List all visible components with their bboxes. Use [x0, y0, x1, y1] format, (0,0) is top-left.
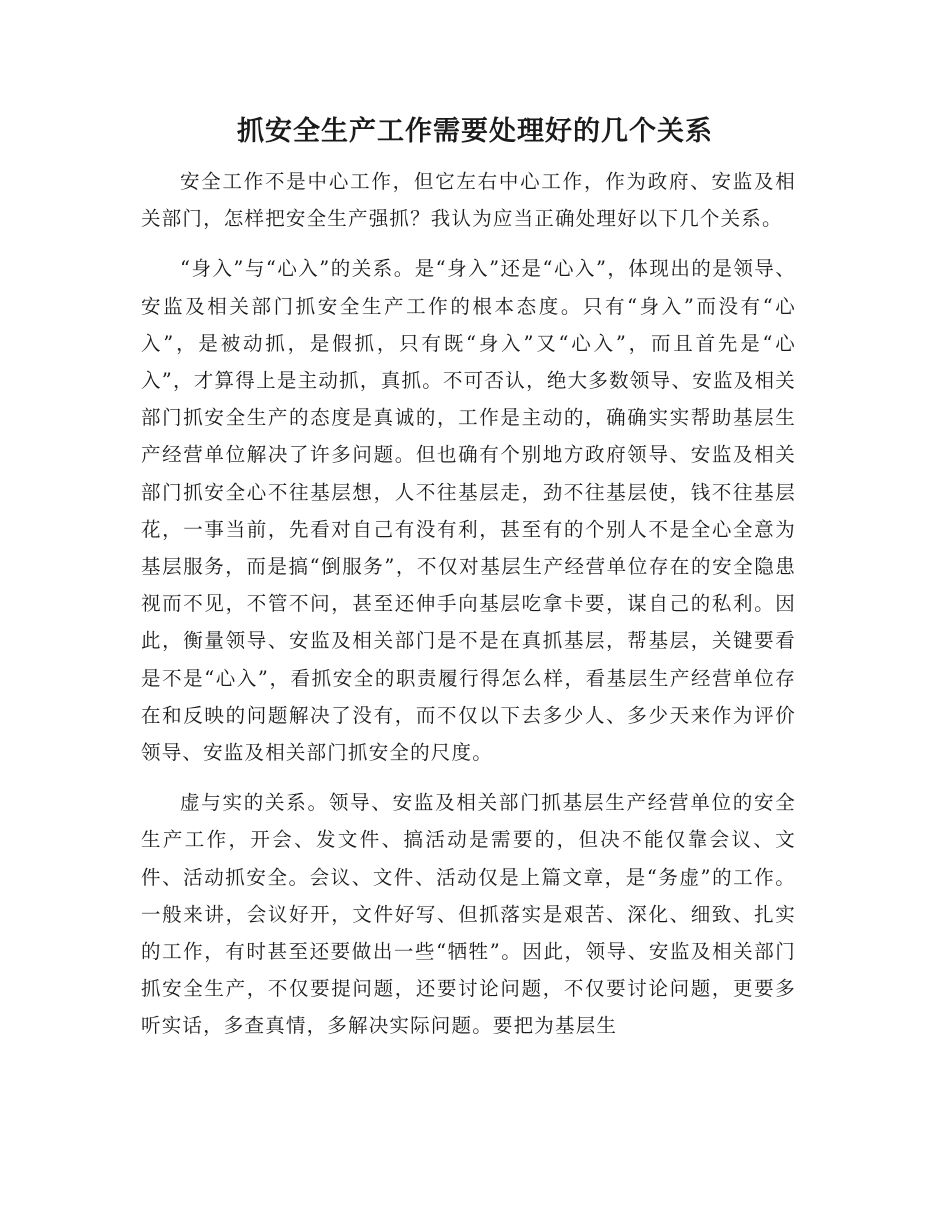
paragraph-xu-shi: 虚与实的关系。领导、安监及相关部门抓基层生产经营单位的安全生产工作，开会、发文件、搞活动是需要的，但决不能仅靠会议、文件、活动抓安全。会议、文件、活动仅是上篇文章，是“务虚”的工作。一般来讲，会议好开，文件好写、但抓落实是艰苦、深化、细致、扎实的工作，有时甚至还要做出一些“牺牲”。因此，领导、安监及相关部门抓安全生产，不仅要提问题，还要讨论问题，不仅要讨论问题，更要多听实话，多查真情，多解决实际问题。要把为基层生: [141, 791, 796, 1038]
document-title: 抓安全生产工作需要处理好的几个关系: [237, 116, 713, 147]
paragraph-shenru-xinru: “身入”与“心入”的关系。是“身入”还是“心入”，体现出的是领导、安监及相关部门抓安全生产工作的根本态度。只有“身入”而没有“心入”，是被动抓，是假抓，只有既“身入”又“心入”，而且首先是“心入”，才算得上是主动抓，真抓。不可否认，绝大多数领导、安监及相关部门抓安全生产的态度是真诚的，工作是主动的，确确实实帮助基层生产经营单位解决了许多问题。但也确有个别地方政府领导、安监及相关部门抓安全心不往基层想，人不往基层走，劲不往基层使，钱不往基层花，一事当前，先看对自己有没有利，甚至有的个别人不是全心全意为基层服务，而是搞“倒服务”，不仅对基层生产经营单位存在的安全隐患视而不见，不管不问，甚至还伸手向基层吃拿卡要，谋自己的私利。因此，衡量领导、安监及相关部门是不是在真抓基层，帮基层，关键要看是不是“心入”，看抓安全的职责履行得怎么样，看基层生产经营单位存在和反映的问题解决了没有，而不仅以下去多少人、多少天来作为评价领导、安监及相关部门抓安全的尺度。: [141, 257, 796, 765]
document-body: [141, 163, 796, 1058]
paragraph-intro: 安全工作不是中心工作，但它左右中心工作，作为政府、安监及相关部门，怎样把安全生产强抓？我认为应当正确处理好以下几个关系。: [141, 170, 796, 231]
